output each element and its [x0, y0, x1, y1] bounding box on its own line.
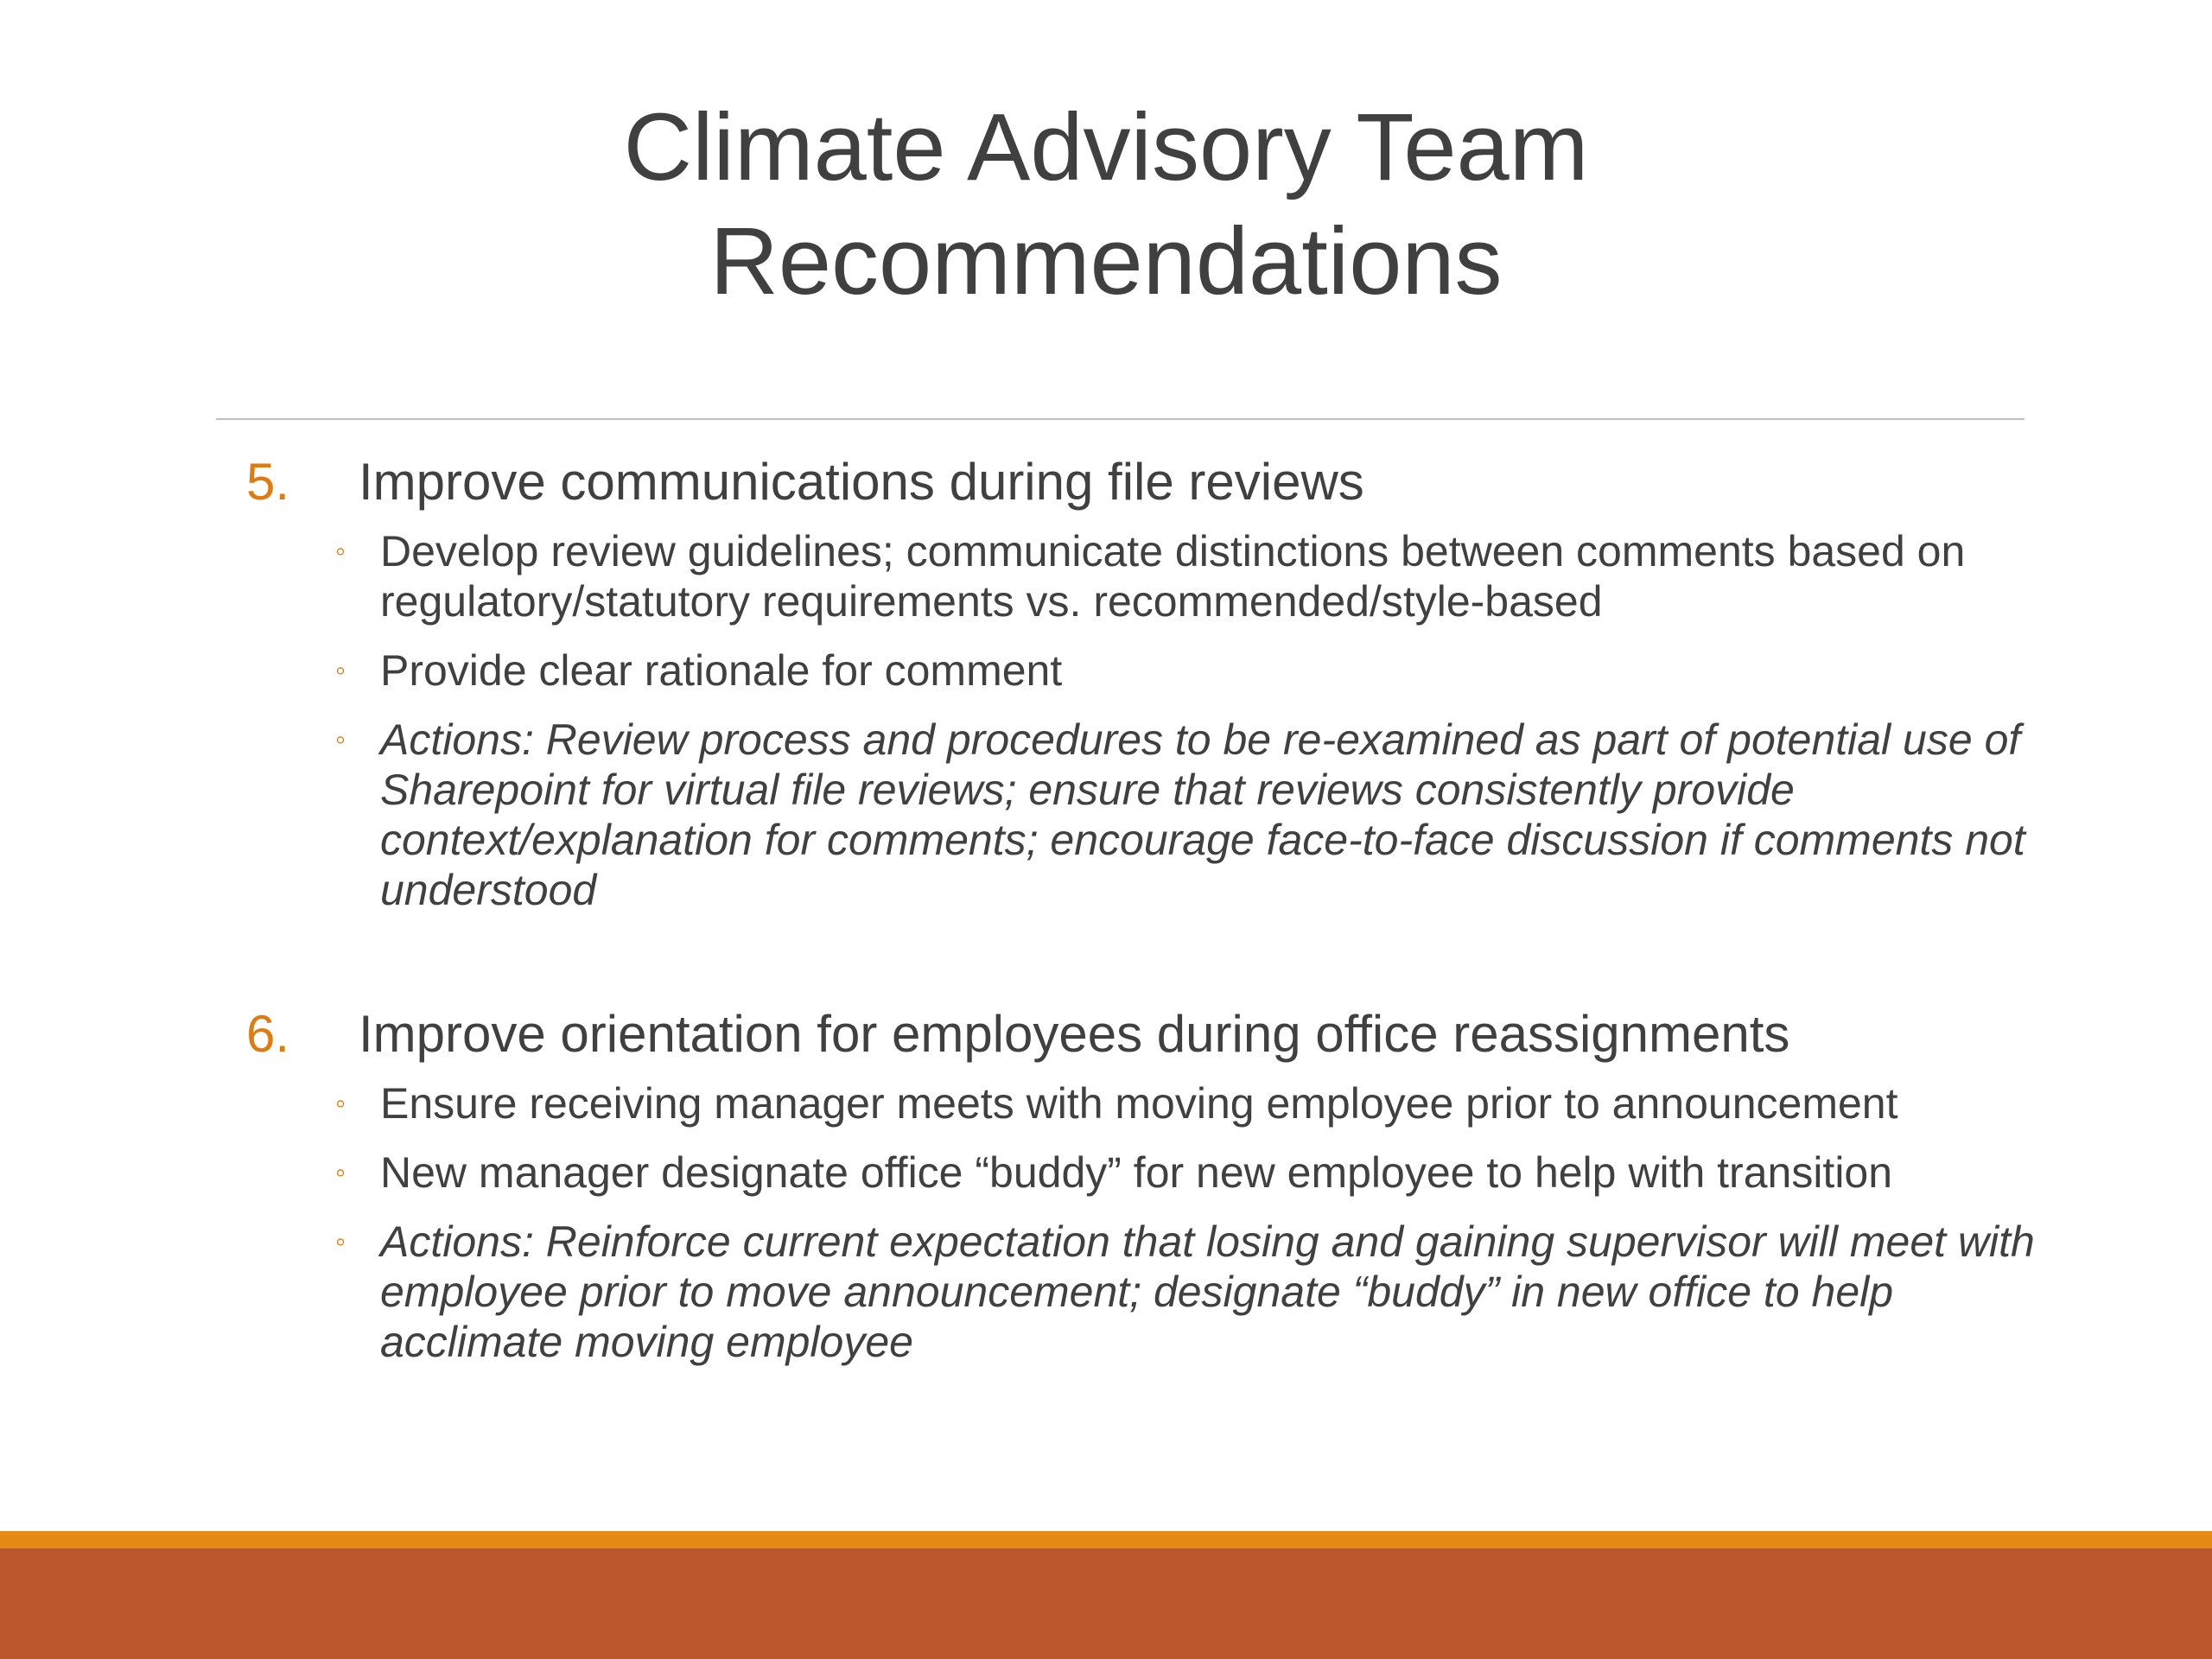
circle-bullet-icon: ◦	[335, 535, 346, 568]
sub-bullet-text: Actions: Reinforce current expectation that losing and gaining supervisor will meet with employee prior to move announcement; designate “buddy” in new office to help acclimate moving employee	[380, 1217, 2035, 1366]
recommendation-heading-text: Improve communications during file reviews	[359, 453, 1364, 511]
sub-bullet-item-actions	[246, 1217, 2044, 1367]
title-line-2: Recommendations	[709, 208, 1503, 315]
sub-bullet-text: Develop review guidelines; communicate distinctions between comments based on regulatory/statutory requirements vs. recommended/style-based	[380, 527, 1966, 626]
footer-accent-line	[0, 1531, 2212, 1548]
sub-bullet-item	[246, 1078, 2044, 1128]
sub-bullet-text: New manager designate office “buddy” for new employee to help with transition	[380, 1148, 1893, 1197]
slide-title	[0, 91, 2212, 319]
recommendation-heading	[246, 445, 2044, 519]
circle-bullet-icon: ◦	[335, 654, 346, 687]
sub-bullet-item	[246, 1147, 2044, 1198]
sub-bullet-list	[246, 1078, 2044, 1367]
circle-bullet-icon: ◦	[335, 1087, 346, 1120]
circle-bullet-icon: ◦	[335, 1225, 346, 1258]
title-divider	[216, 418, 2024, 420]
circle-bullet-icon: ◦	[335, 723, 346, 756]
sub-bullet-item	[246, 526, 2044, 626]
recommendation-heading-text: Improve orientation for employees during office reassignments	[359, 1005, 1790, 1063]
sub-bullet-item	[246, 645, 2044, 696]
sub-bullet-text: Provide clear rationale for comment	[380, 646, 1063, 695]
sub-bullet-text: Ensure receiving manager meets with moving employee prior to announcement	[380, 1079, 1898, 1128]
recommendation-5	[246, 445, 2044, 915]
sub-bullet-item-actions	[246, 715, 2044, 915]
slide-body	[246, 445, 2044, 1386]
recommendation-number: 6.	[246, 1005, 290, 1063]
sub-bullet-text: Actions: Review process and procedures to be re-examined as part of potential use of Sharepoint for virtual file reviews; ensure that reviews consistently provide context/explanation for comments; encourage face-to-face discussion if comments not understood	[380, 715, 2025, 914]
sub-bullet-list	[246, 526, 2044, 915]
title-line-1: Climate Advisory Team	[623, 94, 1589, 200]
recommendation-6	[246, 997, 2044, 1367]
footer-bar	[0, 1548, 2212, 1659]
recommendation-number: 5.	[246, 453, 290, 511]
recommendation-heading	[246, 997, 2044, 1071]
circle-bullet-icon: ◦	[335, 1156, 346, 1189]
